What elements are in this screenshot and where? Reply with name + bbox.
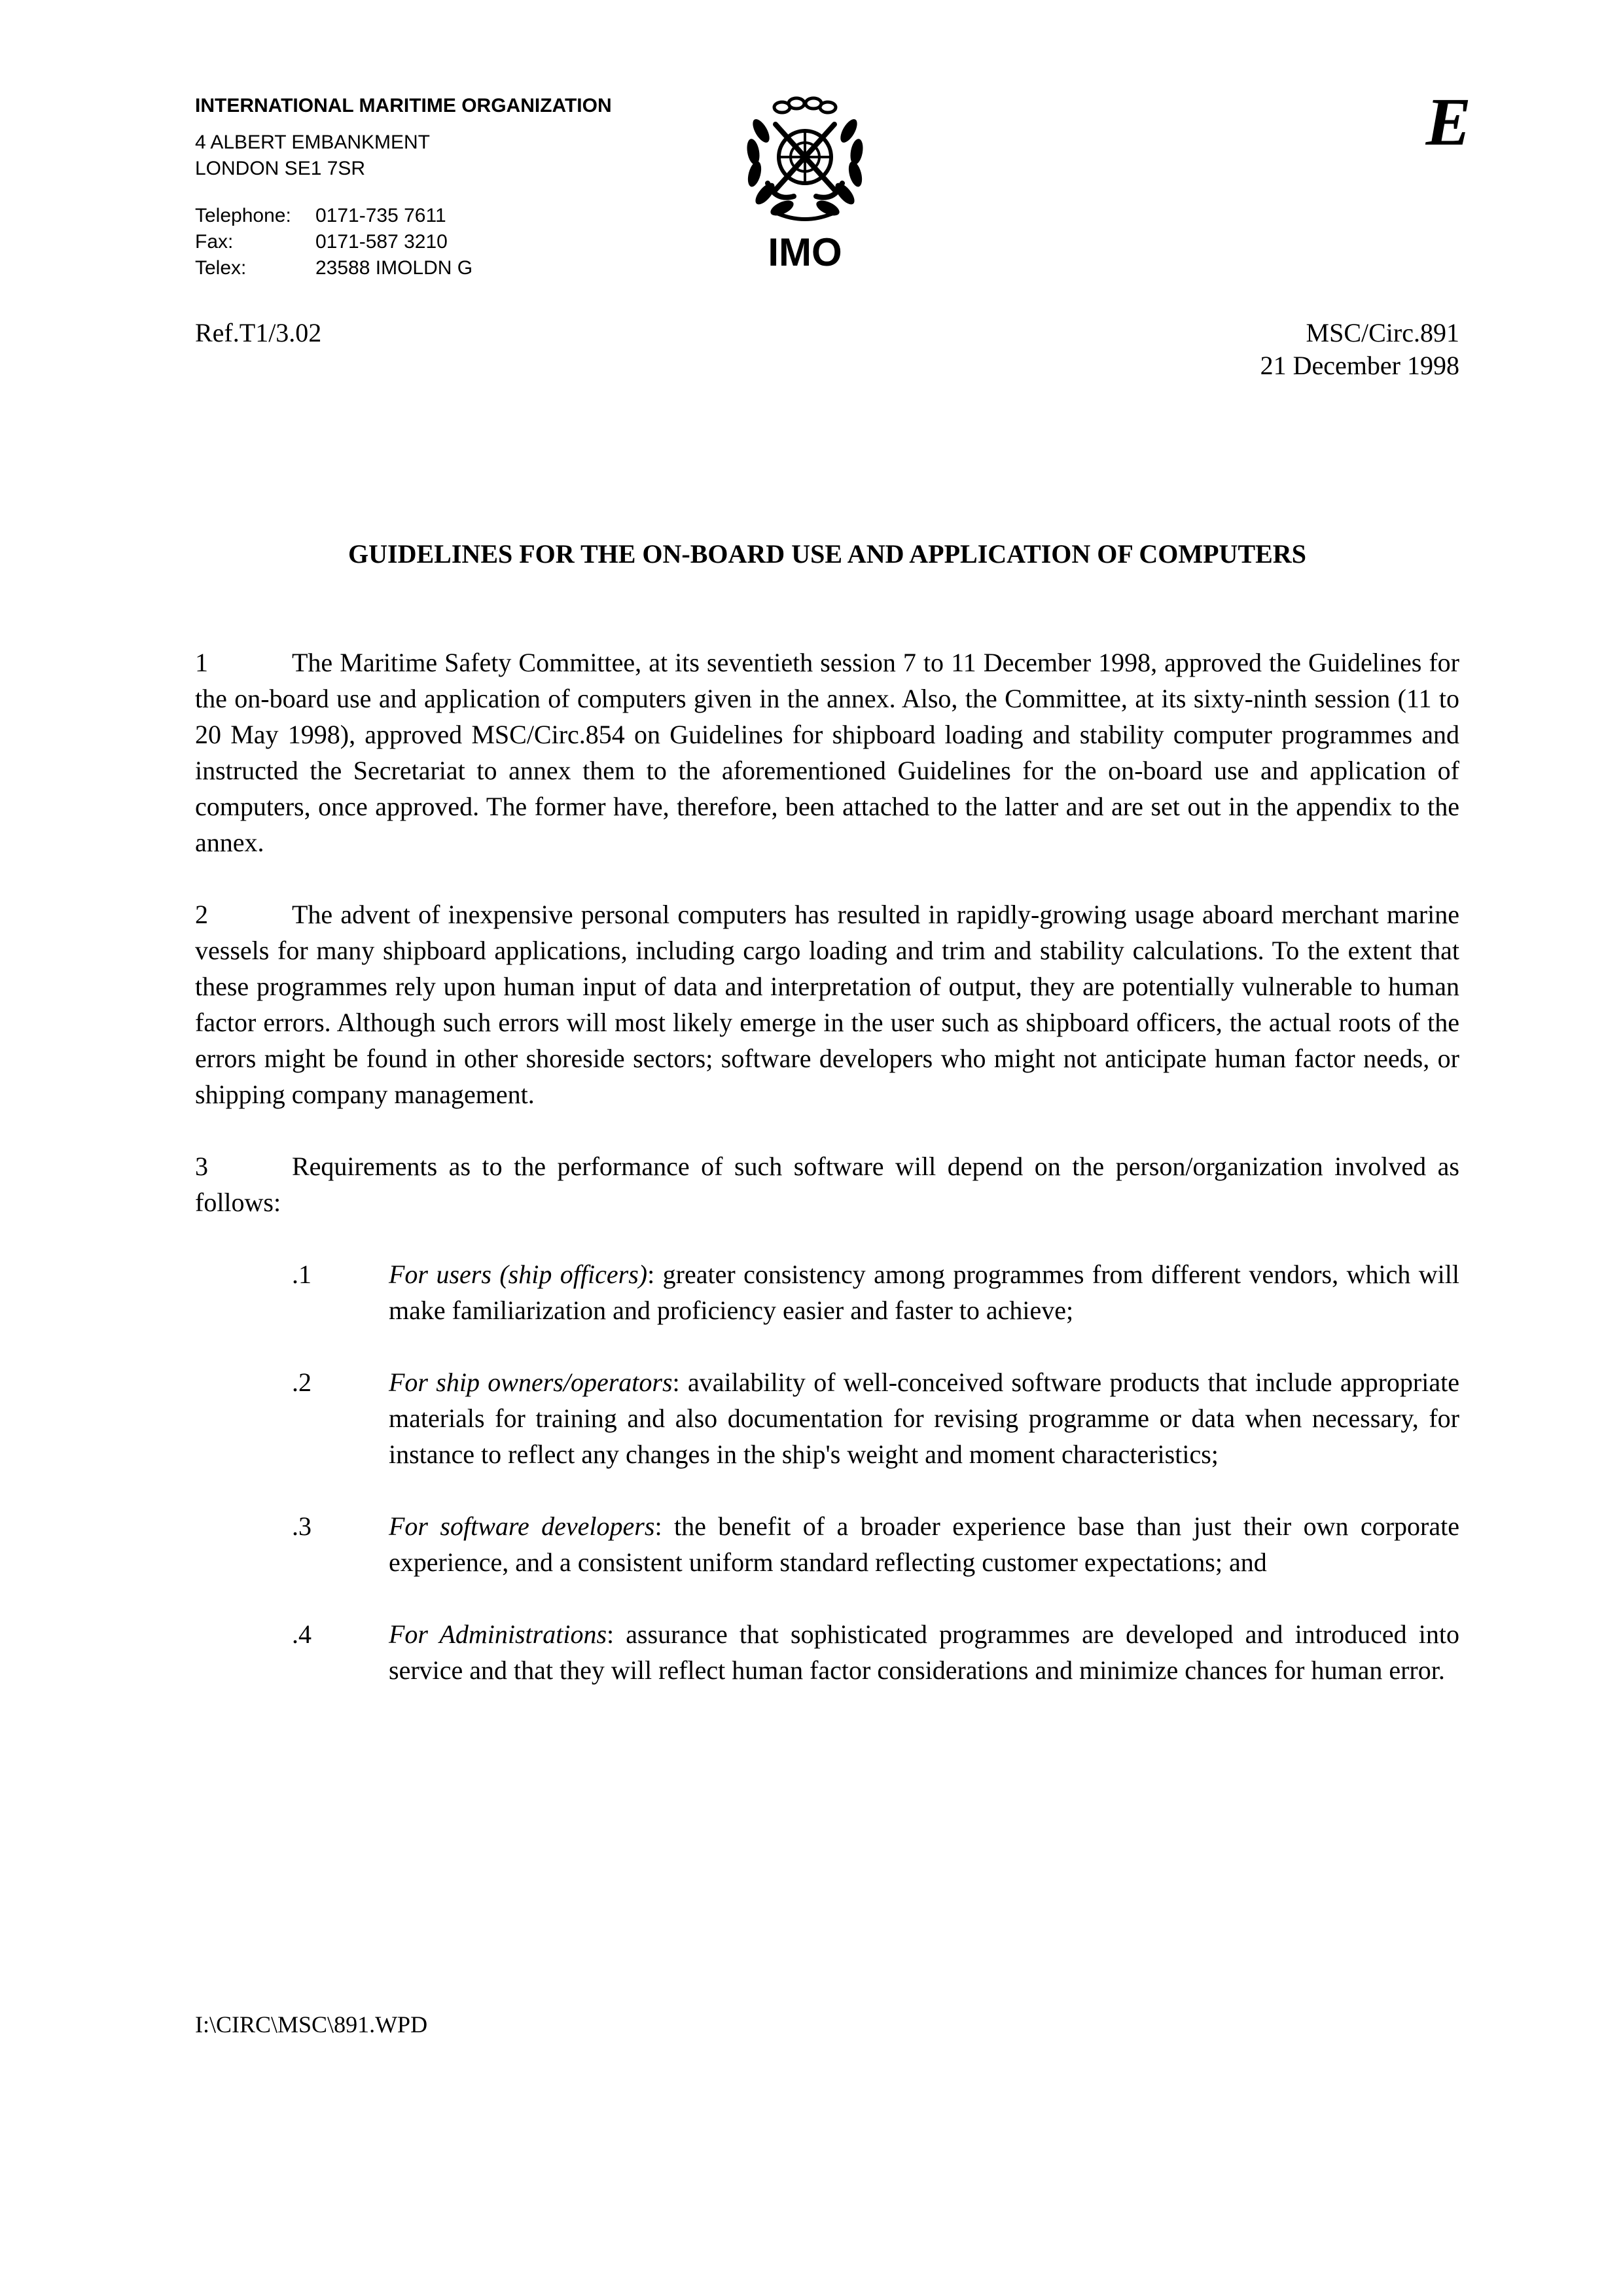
paragraph-number: 1 [195, 648, 208, 677]
contact-details [195, 203, 612, 281]
sub-item-lead: For users (ship officers) [389, 1260, 648, 1289]
paragraph-text: Requirements as to the performance of such software will depend on the person/organization involved as follows: [195, 1152, 1459, 1217]
address-line-2: LONDON SE1 7SR [195, 158, 366, 179]
sub-item-number: .3 [292, 1511, 312, 1541]
sub-item-number: .4 [292, 1619, 312, 1649]
logo-wordmark: IMO [768, 230, 842, 274]
language-mark: E [1425, 84, 1471, 160]
sub-item-body: : the benefit of a broader experience base than just their own corporate experience, and a consistent uniform standard reflecting customer expectations; and [389, 1511, 1459, 1577]
contact-value: 23588 IMOLDN G [315, 257, 473, 279]
sub-item-text [389, 1616, 1459, 1688]
circular-date: 21 December 1998 [1260, 351, 1459, 380]
paragraph-number: 2 [195, 900, 208, 929]
sub-item-text [389, 1256, 1459, 1328]
contact-label: Telephone: [195, 205, 291, 226]
sub-item-number: .2 [292, 1368, 312, 1397]
paragraph-text: The Maritime Safety Committee, at its seventieth session 7 to 11 December 1998, approved the Guidelines for the on-board use and application of computers given in the annex. Also, the Committee, at its sixty-ninth session (11 to 20 May 1998), approved MSC/Circ.854 on Guidelines for shipboard loading and stability computer programmes and instructed the Secretariat to annex them to the aforementioned Guidelines for the on-board use and application of computers, once approved. The former have, therefore, been attached to the latter and are set out in the appendix to the annex. [195, 648, 1459, 857]
contact-row-telephone [195, 203, 612, 229]
letterhead-address [195, 93, 612, 281]
sub-item-lead: For software developers [389, 1511, 655, 1541]
imo-logo [726, 92, 883, 274]
contact-row-fax [195, 229, 612, 255]
contact-value: 0171-735 7611 [315, 205, 446, 226]
document-title: GUIDELINES FOR THE ON-BOARD USE AND APPLICATION OF COMPUTERS [348, 539, 1306, 569]
contact-label: Fax: [195, 231, 234, 253]
sub-item-body: : greater consistency among programmes from different vendors, which will make familiarization and proficiency easier and faster to achieve; [389, 1260, 1459, 1325]
imo-emblem-icon [730, 92, 880, 229]
sub-item-1 [195, 1256, 1459, 1328]
paragraph-3 [195, 1148, 1459, 1220]
footer-file-path: I:\CIRC\MSC\891.WPD [195, 2011, 428, 2038]
address-line-1: 4 ALBERT EMBANKMENT [195, 132, 431, 153]
contact-value: 0171-587 3210 [315, 231, 448, 253]
sub-item-lead: For Administrations [389, 1619, 607, 1649]
contact-row-telex [195, 255, 612, 281]
sub-item-number: .1 [292, 1260, 312, 1289]
sub-item-4 [195, 1616, 1459, 1688]
paragraph-number: 3 [195, 1152, 208, 1181]
contact-label: Telex: [195, 257, 247, 279]
reference-number: Ref.T1/3.02 [195, 318, 322, 347]
sub-item-lead: For ship owners/operators [389, 1368, 673, 1397]
sub-item-2 [195, 1364, 1459, 1472]
paragraph-text: The advent of inexpensive personal computers has resulted in rapidly-growing usage aboard merchant marine vessels for many shipboard applications, including cargo loading and trim and stability calculations. To the extent that these programmes rely upon human input of data and interpretation of output, they are potentially vulnerable to human factor errors. Although such errors will most likely emerge in the user such as shipboard officers, the actual roots of the errors might be found in other shoreside sectors; software developers who might not anticipate human factor needs, or shipping company management. [195, 900, 1459, 1109]
document-body [195, 645, 1459, 1724]
sub-item-3 [195, 1508, 1459, 1580]
sub-item-text [389, 1364, 1459, 1472]
circular-info [1260, 317, 1459, 382]
sub-item-text [389, 1508, 1459, 1580]
circular-number: MSC/Circ.891 [1306, 318, 1459, 347]
sub-item-body: : availability of well-conceived software products that include appropriate materials for training and also documentation for revising programme or data when necessary, for instance to reflect any changes in the ship's weight and moment characteristics; [389, 1368, 1459, 1469]
sub-item-body: : assurance that sophisticated programmes are developed and introduced into service and that they will reflect human factor considerations and minimize chances for human error. [389, 1619, 1459, 1685]
organization-name: INTERNATIONAL MARITIME ORGANIZATION [195, 95, 612, 116]
paragraph-1 [195, 645, 1459, 860]
paragraph-2 [195, 896, 1459, 1112]
